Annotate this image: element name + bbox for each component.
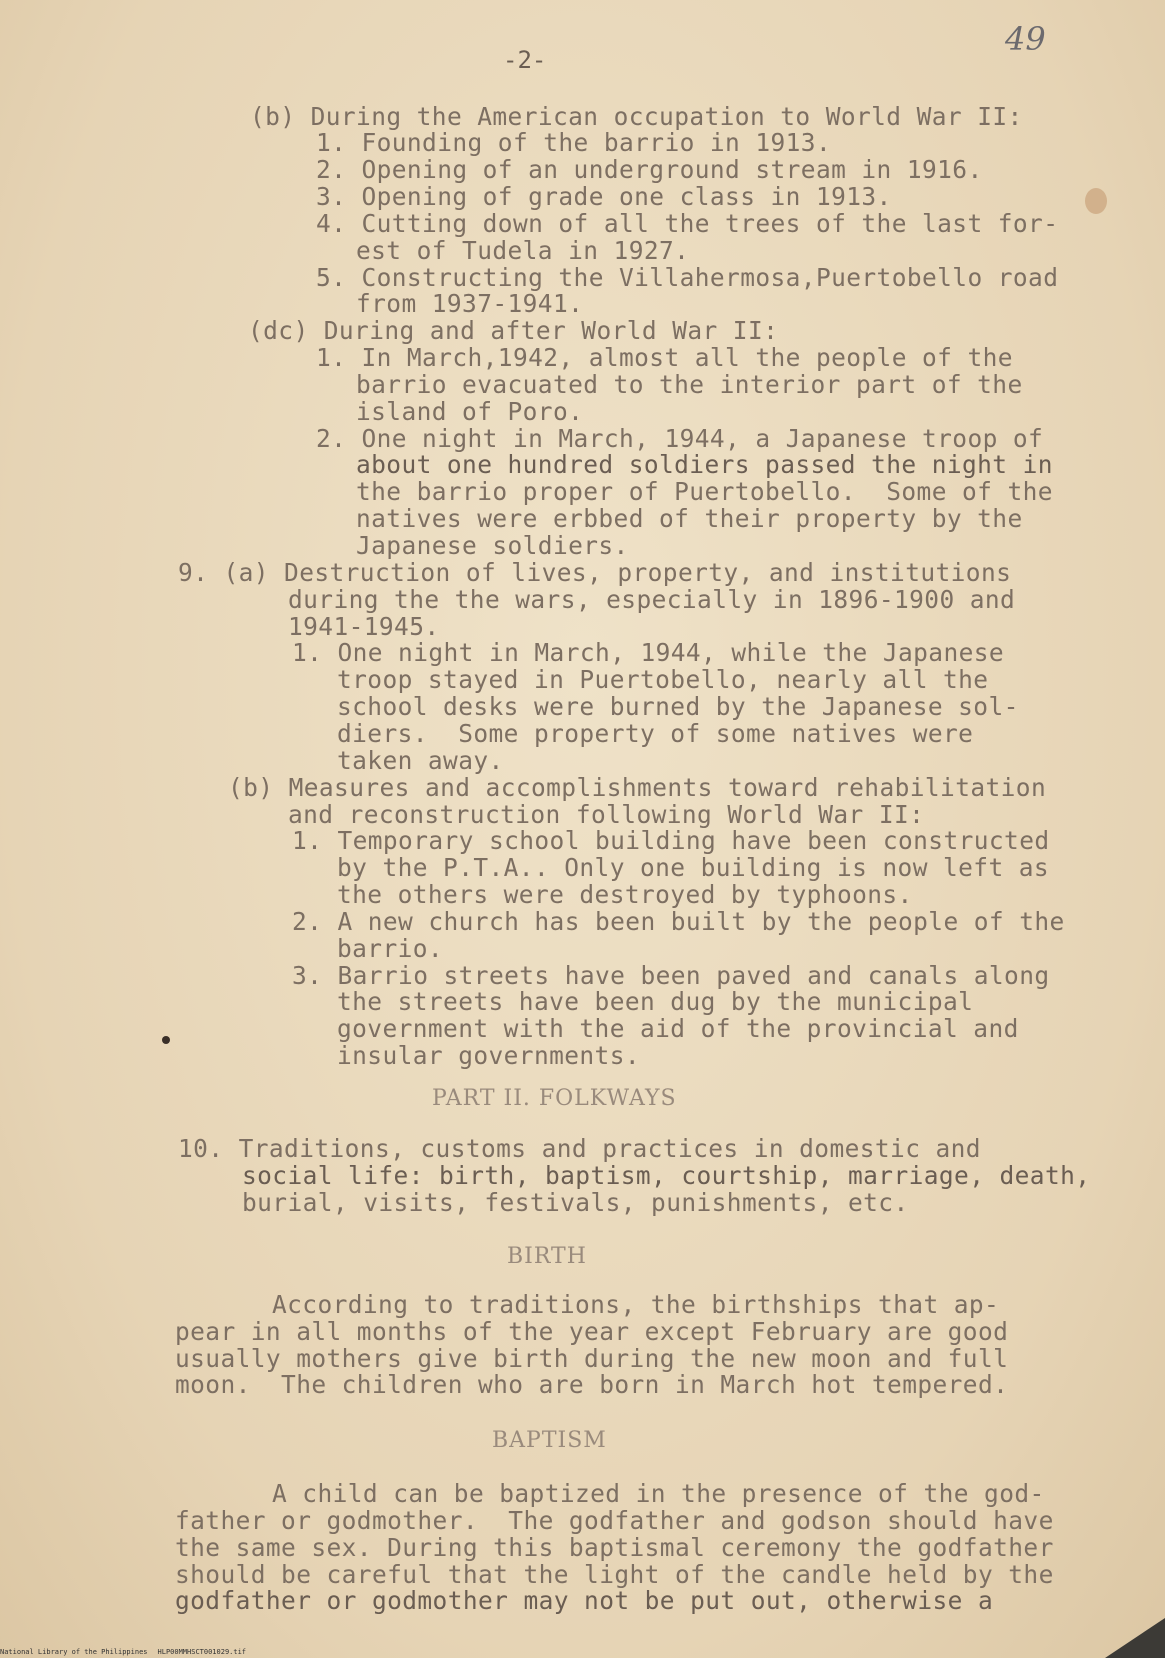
text-line: 4. Cutting down of all the trees of the last for- bbox=[316, 209, 1059, 238]
text-line: 1. Founding of the barrio in 1913. bbox=[316, 128, 832, 157]
text-line: the barrio proper of Puertobello. Some of the bbox=[356, 477, 1053, 506]
handwritten-page-number: 49 bbox=[1005, 20, 1046, 58]
text-line: about one hundred soldiers passed the night in bbox=[356, 450, 1053, 479]
text-line: godfather or godmother may not be put out, otherwise a bbox=[175, 1586, 994, 1615]
text-line: burial, visits, festivals, punishments, etc. bbox=[242, 1188, 909, 1217]
text-line: usually mothers give birth during the new moon and full bbox=[175, 1344, 1009, 1373]
text-line: 1. In March,1942, almost all the people of the bbox=[316, 343, 1013, 372]
section-heading-baptism: BAPTISM bbox=[492, 1428, 607, 1453]
text-line: pear in all months of the year except February are good bbox=[175, 1317, 1009, 1346]
section-heading-birth: BIRTH bbox=[507, 1244, 587, 1269]
text-line: the others were destroyed by typhoons. bbox=[337, 880, 913, 909]
text-line: the streets have been dug by the municipal bbox=[337, 987, 974, 1016]
text-line: from 1937-1941. bbox=[356, 289, 584, 318]
text-line: barrio. bbox=[337, 934, 444, 963]
scan-footer bbox=[0, 1648, 256, 1656]
text-line: According to traditions, the birthships that ap- bbox=[272, 1290, 1000, 1319]
text-line: island of Poro. bbox=[356, 397, 584, 426]
text-line: 2. A new church has been built by the people of the bbox=[292, 907, 1065, 936]
text-line: Japanese soldiers. bbox=[356, 531, 629, 560]
footer-file: HLP00MMHSCT001029.tif bbox=[157, 1648, 247, 1656]
text-line: 3. Barrio streets have been paved and canals along bbox=[292, 961, 1050, 990]
text-line: school desks were burned by the Japanese sol- bbox=[337, 692, 1019, 721]
text-line: est of Tudela in 1927. bbox=[356, 236, 690, 265]
text-line: social life: birth, baptism, courtship, marriage, death, bbox=[242, 1161, 1091, 1190]
page-corner-shadow bbox=[1105, 1618, 1165, 1658]
text-line: diers. Some property of some natives were bbox=[337, 719, 974, 748]
text-line: father or godmother. The godfather and godson should have bbox=[175, 1506, 1054, 1535]
paper-stain bbox=[1085, 188, 1107, 214]
text-line: 5. Constructing the Villahermosa,Puertobello road bbox=[316, 263, 1059, 292]
text-line: natives were erbbed of their property by the bbox=[356, 504, 1023, 533]
text-line: insular governments. bbox=[337, 1041, 641, 1070]
text-line: should be careful that the light of the candle held by the bbox=[175, 1560, 1054, 1589]
text-line: the same sex. During this baptismal ceremony the godfather bbox=[175, 1533, 1054, 1562]
text-line: 9. (a) Destruction of lives, property, and institutions bbox=[178, 558, 1012, 587]
text-line: troop stayed in Puertobello, nearly all the bbox=[337, 665, 989, 694]
text-line: 1. One night in March, 1944, while the Japanese bbox=[292, 638, 1005, 667]
text-line: A child can be baptized in the presence of the god- bbox=[272, 1479, 1045, 1508]
page-number: -2- bbox=[503, 46, 547, 74]
text-line: and reconstruction following World War II: bbox=[288, 800, 925, 829]
footer-library: National Library of the Philippines bbox=[0, 1648, 148, 1656]
paper-stain bbox=[162, 1036, 170, 1044]
text-line: 2. Opening of an underground stream in 1916. bbox=[316, 155, 983, 184]
text-line: by the P.T.A.. Only one building is now left as bbox=[337, 853, 1050, 882]
text-line: government with the aid of the provincial and bbox=[337, 1014, 1019, 1043]
text-line: (b) During the American occupation to World War II: bbox=[250, 102, 1023, 131]
text-line: 1. Temporary school building have been constructed bbox=[292, 826, 1050, 855]
text-line: during the the wars, especially in 1896-1900 and bbox=[288, 585, 1016, 614]
text-line: 3. Opening of grade one class in 1913. bbox=[316, 182, 892, 211]
text-line: 2. One night in March, 1944, a Japanese troop of bbox=[316, 424, 1044, 453]
text-line: moon. The children who are born in March hot tempered. bbox=[175, 1370, 1009, 1399]
text-line: 1941-1945. bbox=[288, 612, 440, 641]
text-line: (dc) During and after World War II: bbox=[248, 316, 779, 345]
text-line: taken away. bbox=[337, 746, 504, 775]
text-line: 10. Traditions, customs and practices in domestic and bbox=[178, 1134, 981, 1163]
text-line: barrio evacuated to the interior part of the bbox=[356, 370, 1023, 399]
text-line: (b) Measures and accomplishments toward rehabilitation bbox=[228, 773, 1047, 802]
section-heading-folkways: PART II. FOLKWAYS bbox=[432, 1086, 677, 1111]
